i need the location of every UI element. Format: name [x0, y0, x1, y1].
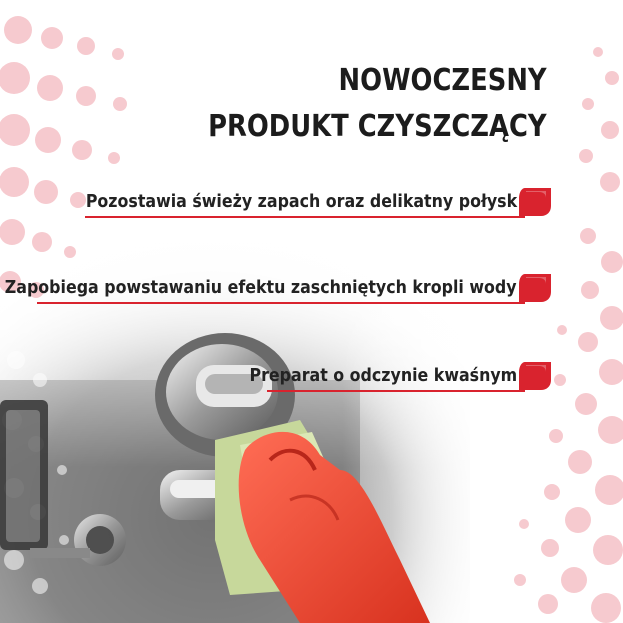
- feature-underline: [85, 216, 525, 218]
- feature-text: Preparat o odczynie kwaśnym: [249, 365, 517, 386]
- feature-underline: [37, 302, 525, 304]
- feature-item: [249, 360, 551, 392]
- feature-text: Zapobiega powstawaniu efektu zaschniętych kropli wody: [5, 277, 517, 298]
- feature-underline: [267, 390, 525, 392]
- leaf-badge-icon: [519, 188, 551, 216]
- feature-item: [81, 186, 551, 218]
- feature-item: [5, 272, 551, 304]
- page-title: [209, 58, 547, 150]
- leaf-badge-icon: [519, 362, 551, 390]
- title-line-2: PRODUKT CZYSZCZĄCY: [208, 109, 547, 144]
- title-line-1: NOWOCZESNY: [338, 63, 547, 98]
- feature-text: Pozostawia świeży zapach oraz delikatny połysk: [85, 191, 517, 212]
- leaf-badge-icon: [519, 274, 551, 302]
